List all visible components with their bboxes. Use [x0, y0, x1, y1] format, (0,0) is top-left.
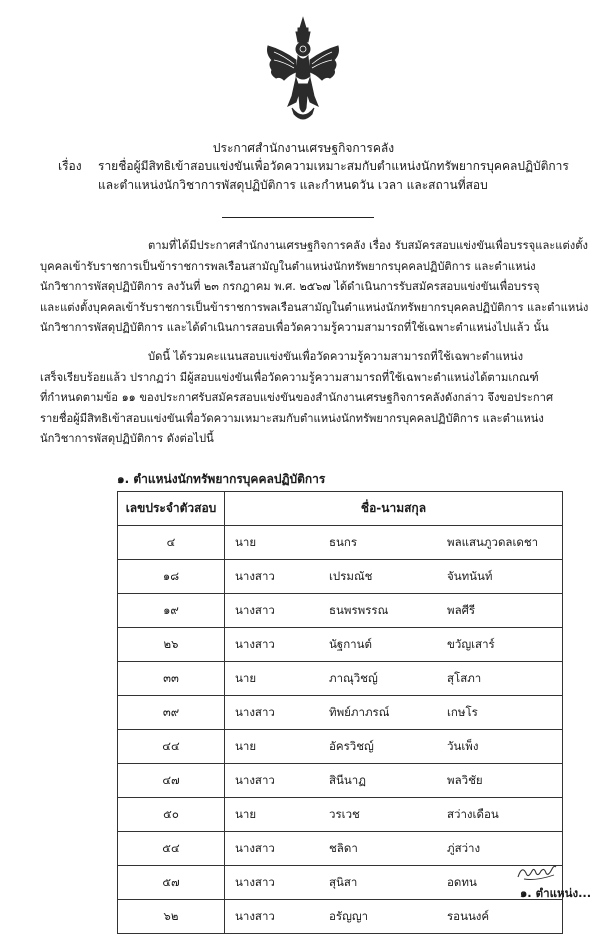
name-prefix-cell: นาย [225, 730, 316, 764]
first-name-cell: อัครวิชญ์ [315, 730, 437, 764]
title-divider [222, 217, 374, 218]
last-name-cell: ภู่สว่าง [437, 832, 563, 866]
table-row [118, 526, 563, 560]
first-name-cell: สุนิสา [315, 866, 437, 900]
last-name-cell: อดทน [437, 866, 563, 900]
table-row [118, 628, 563, 662]
column-header-number: เลขประจำตัวสอบ [118, 492, 225, 526]
candidates-table [117, 491, 563, 934]
first-name-cell: อรัญญา [315, 900, 437, 934]
table-row [118, 594, 563, 628]
paragraph-1 [40, 236, 589, 339]
subject-label: เรื่อง [58, 159, 82, 173]
table-row [118, 798, 563, 832]
last-name-cell: เกษโร [437, 696, 563, 730]
name-prefix-cell: นาย [225, 526, 316, 560]
last-name-cell: พลแสนภูวดลเดชา [437, 526, 563, 560]
garuda-emblem-icon [262, 16, 344, 124]
exam-number-cell: ๔ [118, 526, 225, 560]
table-row [118, 730, 563, 764]
announcement-title: ประกาศสำนักงานเศรษฐกิจการคลัง [212, 141, 395, 155]
paragraph-2-line: รายชื่อผู้มีสิทธิเข้าสอบแข่งขันเพื่อวัดความเหมาะสมกับตำแหน่งนักทรัพยากรบุคคลปฏิบัติการ และตำแหน่ง [40, 411, 544, 425]
first-name-cell: ทิพย์ภาภรณ์ [315, 696, 437, 730]
column-header-name: ชื่อ-นามสกุล [225, 492, 563, 526]
exam-number-cell: ๕๐ [118, 798, 225, 832]
exam-number-cell: ๕๔ [118, 832, 225, 866]
paragraph-2-line: ที่กำหนดตามข้อ ๑๑ ของประกาศรับสมัครสอบแข่งขันของสำนักงานเศรษฐกิจการคลังดังกล่าว จึงขอประกาศ [40, 391, 554, 404]
exam-number-cell: ๓๓ [118, 662, 225, 696]
name-prefix-cell: นางสาว [225, 628, 316, 662]
last-name-cell: สว่างเดือน [437, 798, 563, 832]
exam-number-cell: ๑๘ [118, 560, 225, 594]
exam-number-cell: ๔๗ [118, 764, 225, 798]
first-name-cell: สินีนาฏ [315, 764, 437, 798]
exam-number-cell: ๕๗ [118, 866, 225, 900]
exam-number-cell: ๑๙ [118, 594, 225, 628]
table-row [118, 560, 563, 594]
first-name-cell: เปรมณัช [315, 560, 437, 594]
exam-number-cell: ๓๙ [118, 696, 225, 730]
signature-initials-icon [514, 861, 560, 883]
name-prefix-cell: นาย [225, 798, 316, 832]
table-row [118, 832, 563, 866]
name-prefix-cell: นางสาว [225, 560, 316, 594]
table-row [118, 662, 563, 696]
subject-line-2: และตำแหน่งนักวิชาการพัสดุปฏิบัติการ และกำหนดวัน เวลา และสถานที่สอบ [98, 178, 488, 192]
last-name-cell: สุโสภา [437, 662, 563, 696]
paragraph-1-line: บุคคลเข้ารับราชการเป็นข้าราชการพลเรือนสามัญในตำแหน่งนักทรัพยากรบุคคลปฏิบัติการ และตำแหน่ง [40, 259, 536, 273]
first-name-cell: ธนกร [315, 526, 437, 560]
last-name-cell: รอนนงค์ [437, 900, 563, 934]
subject-line-1: รายชื่อผู้มีสิทธิเข้าสอบแข่งขันเพื่อวัดความเหมาะสมกับตำแหน่งนักทรัพยากรบุคคลปฏิบัติการ [98, 159, 569, 173]
last-name-cell: จันทนันท์ [437, 560, 563, 594]
paragraph-2-line: เสร็จเรียบร้อยแล้ว ปรากฏว่า มีผู้สอบแข่งขันเพื่อวัดความรู้ความสามารถที่ใช้เฉพาะตำแหน่งได้ตามเกณฑ์ [40, 370, 539, 384]
continuation-text: ๑. ตำแหน่ง... [520, 886, 592, 900]
last-name-cell: วันเพ็ง [437, 730, 563, 764]
last-name-cell: พลวิชัย [437, 764, 563, 798]
name-prefix-cell: นางสาว [225, 696, 316, 730]
exam-number-cell: ๒๖ [118, 628, 225, 662]
table-row [118, 900, 563, 934]
paragraph-2-line: นักวิชาการพัสดุปฏิบัติการ ดังต่อไปนี้ [40, 432, 214, 445]
name-prefix-cell: นางสาว [225, 900, 316, 934]
last-name-cell: ขวัญเสาร์ [437, 628, 563, 662]
table-header-row [118, 492, 563, 526]
last-name-cell: พลศีรี [437, 594, 563, 628]
first-name-cell: ภาณุวิชญ์ [315, 662, 437, 696]
paragraph-1-line: และแต่งตั้งบุคคลเข้ารับราชการเป็นข้าราชการพลเรือนสามัญในตำแหน่งนักทรัพยากรบุคคลปฏิบัติการ และตำแหน่ง [40, 300, 589, 314]
name-prefix-cell: นางสาว [225, 764, 316, 798]
first-name-cell: ธนพรพรรณ [315, 594, 437, 628]
paragraph-2-line: บัดนี้ ได้รวมคะแนนสอบแข่งขันเพื่อวัดความรู้ความสามารถที่ใช้เฉพาะตำแหน่ง [148, 350, 524, 363]
table-row [118, 696, 563, 730]
first-name-cell: วรเวช [315, 798, 437, 832]
table-row [118, 866, 563, 900]
name-prefix-cell: นางสาว [225, 832, 316, 866]
table-row [118, 764, 563, 798]
paragraph-1-line: นักวิชาการพัสดุปฏิบัติการ และได้ดำเนินการสอบเพื่อวัดความรู้ความสามารถที่ใช้เฉพาะตำแหน่งไปแล้ว นั้น [40, 321, 549, 334]
paragraph-1-line: ตามที่ได้มีประกาศสำนักงานเศรษฐกิจการคลัง เรื่อง รับสมัครสอบแข่งขันเพื่อบรรจุและแต่งตั้ง [148, 239, 588, 252]
name-prefix-cell: นาย [225, 662, 316, 696]
paragraph-1-line: นักวิชาการพัสดุปฏิบัติการ ลงวันที่ ๒๓ กรกฎาคม พ.ศ. ๒๕๖๗ ได้ดำเนินการรับสมัครสอบแข่งขันเพื่อบรรจุ [40, 280, 540, 293]
first-name-cell: นัฐกานต์ [315, 628, 437, 662]
first-name-cell: ชลิดา [315, 832, 437, 866]
exam-number-cell: ๖๒ [118, 900, 225, 934]
candidates-table-body [118, 526, 563, 934]
paragraph-2 [40, 347, 570, 450]
section-1-heading: ๑. ตำแหน่งนักทรัพยากรบุคคลปฏิบัติการ [117, 472, 326, 486]
name-prefix-cell: นางสาว [225, 866, 316, 900]
name-prefix-cell: นางสาว [225, 594, 316, 628]
exam-number-cell: ๔๔ [118, 730, 225, 764]
